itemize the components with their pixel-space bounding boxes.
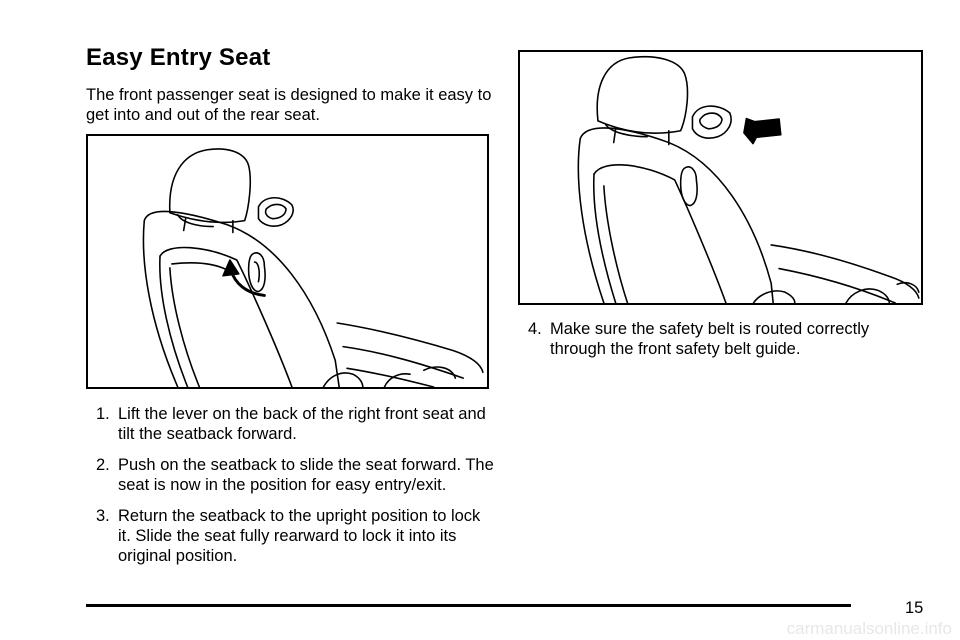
page-number: 15 bbox=[905, 599, 924, 617]
step-text: Return the seatback to the upright position to lock it. Slide the seat fully rearward to lock it into its original position. bbox=[118, 507, 481, 565]
instruction-steps-left bbox=[96, 404, 496, 577]
intro-paragraph: The front passenger seat is designed to make it easy to get into and out of the rear seat. bbox=[86, 86, 492, 124]
section-title: Easy Entry Seat bbox=[86, 44, 271, 71]
list-item bbox=[528, 319, 928, 359]
belt-guide-illustration bbox=[518, 50, 923, 305]
step-text: Lift the lever on the back of the right front seat and tilt the seatback forward. bbox=[118, 405, 486, 443]
step-number: 1. bbox=[96, 405, 110, 423]
step-number: 2. bbox=[96, 456, 110, 474]
step-number: 3. bbox=[96, 507, 110, 525]
watermark: carmanualsonline.info bbox=[786, 619, 952, 638]
step-number: 4. bbox=[528, 320, 542, 338]
step-text: Push on the seatback to slide the seat forward. The seat is now in the position for easy entry/exit. bbox=[118, 456, 494, 494]
step-text: Make sure the safety belt is routed correctly through the front safety belt guide. bbox=[550, 320, 870, 358]
instruction-steps-right bbox=[528, 319, 928, 370]
seat-lever-illustration bbox=[86, 134, 489, 389]
list-item bbox=[96, 404, 496, 444]
list-item bbox=[96, 506, 496, 566]
footer-rule bbox=[86, 604, 851, 607]
list-item bbox=[96, 455, 496, 495]
